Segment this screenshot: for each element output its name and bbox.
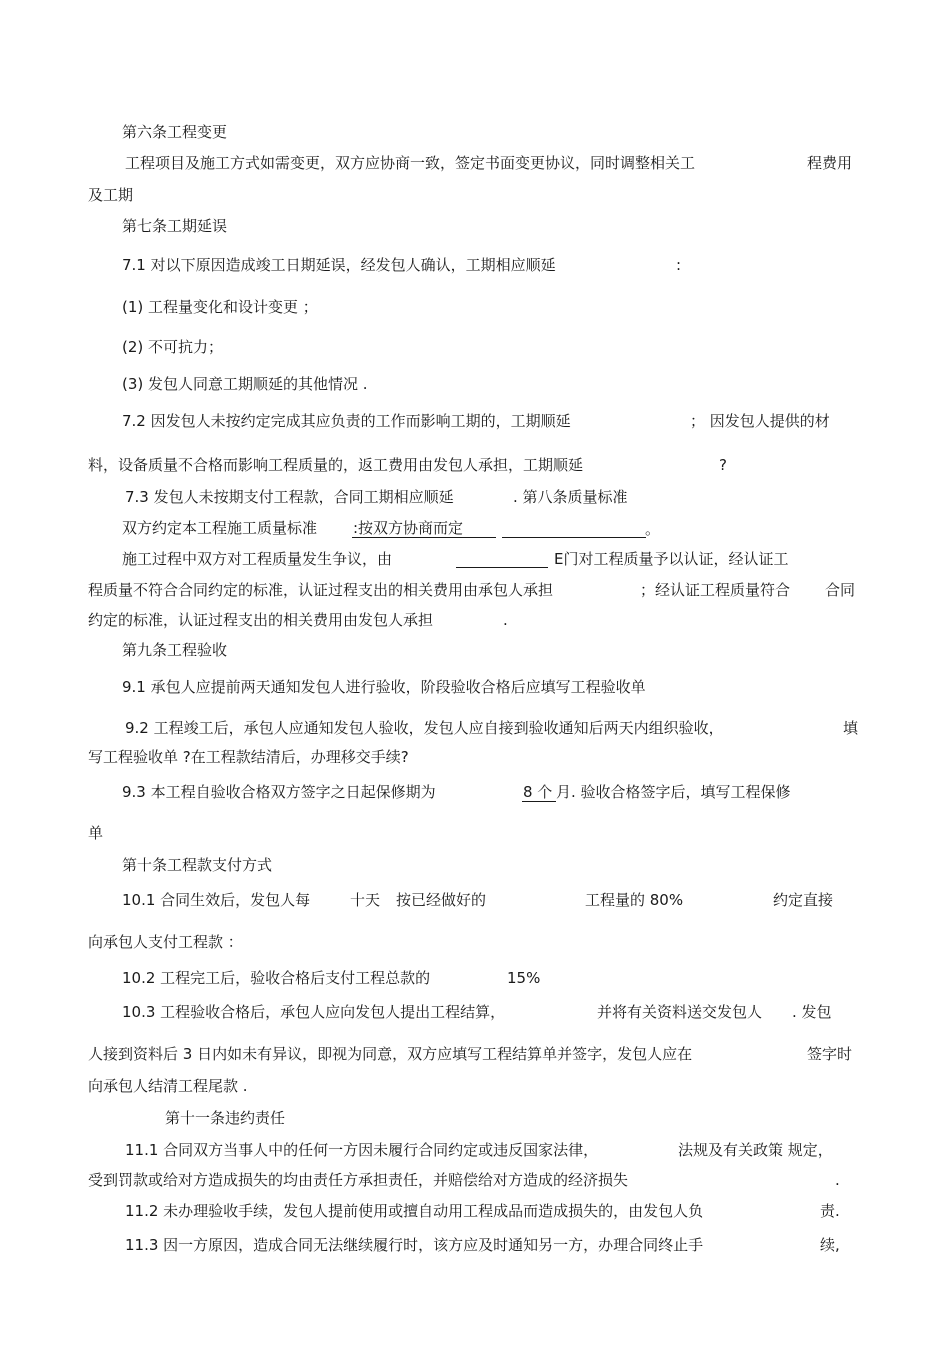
clause-11-2: 责. xyxy=(820,1202,840,1220)
section-6-text: 工程项目及施工方式如需变更，双方应协商一致，签定书面变更协议，同时调整相关工 xyxy=(125,154,696,172)
clause-10-2: 10.2 工程完工后，验收合格后支付工程总款的 xyxy=(122,969,431,987)
clause-10-3: 并将有关资料送交发包人 xyxy=(597,1003,763,1021)
clause-9-3: 9.3 本工程自验收合格双方签字之日起保修期为 xyxy=(122,783,436,801)
list-item: (3) 发包人同意工期顺延的其他情况 . xyxy=(122,375,368,393)
section-10-title: 第十条工程款支付方式 xyxy=(122,856,273,874)
clause-10-1: 约定直接 xyxy=(773,891,834,909)
list-item: (2) 不可抗力； xyxy=(122,338,224,356)
clause-10-3: 向承包人结清工程尾款 . xyxy=(88,1077,248,1095)
section-11-title: 第十一条违约责任 xyxy=(165,1109,286,1127)
clause-7-3: 7.3 发包人未按期支付工程款，合同工期相应顺延 xyxy=(125,488,454,506)
clause-11-1: 受到罚款或给对方造成损失的均由责任方承担责任，并赔偿给对方造成的经济损失 xyxy=(88,1171,629,1189)
quality-standard: 。 xyxy=(645,520,661,538)
clause-7-1: : xyxy=(676,256,682,274)
clause-11-3: 续, xyxy=(820,1236,840,1254)
quality-standard-value: :按双方协商而定 xyxy=(353,519,464,537)
blank-line xyxy=(502,537,646,538)
clause-7-2: 料，设备质量不合格而影响工程质量的，返工费用由发包人承担，工期顺延 xyxy=(88,456,584,474)
clause-7-2: ? xyxy=(719,456,727,474)
clause-10-1: 工程量的 80% xyxy=(585,891,684,909)
quality-dispute: 施工过程中双方对工程质量发生争议，由 xyxy=(122,550,393,568)
clause-9-2: 填 xyxy=(843,719,859,737)
clause-9-3: 月. 验收合格签字后，填写工程保修 xyxy=(556,783,791,801)
quality-dispute: ；经认证工程质量符合 xyxy=(640,581,791,599)
clause-11-2: 11.2 未办理验收手续，发包人提前使用或擅自动用工程成品而造成损失的，由发包人负 xyxy=(125,1202,704,1220)
blank-line xyxy=(456,567,548,568)
quality-dispute: . xyxy=(503,611,508,629)
clause-10-1: 向承包人支付工程款 ： xyxy=(88,933,243,951)
clause-9-2: 写工程验收单 ?在工程款结清后，办理移交手续? xyxy=(88,748,409,766)
clause-10-3: . 发包 xyxy=(792,1003,832,1021)
clause-10-1: 十天 xyxy=(350,891,381,909)
section-7-title: 第七条工期延误 xyxy=(122,217,228,235)
clause-10-3: 人接到资料后 3 日内如未有异议，即视为同意，双方应填写工程结算单并签字，发包人应在 xyxy=(88,1045,693,1063)
quality-dispute: E门对工程质量予以认证，经认证工 xyxy=(554,550,789,568)
section-6-text: 及工期 xyxy=(88,186,134,204)
clause-10-3: 签字时 xyxy=(807,1045,853,1063)
clause-11-1: 法规及有关政策 规定， xyxy=(678,1141,833,1159)
clause-7-2: 7.2 因发包人未按约定完成其应负责的工作而影响工期的，工期顺延 xyxy=(122,412,571,430)
quality-dispute: 程质量不符合合同约定的标准，认证过程支出的相关费用由承包人承担 xyxy=(88,581,554,599)
blank-line xyxy=(352,537,496,538)
clause-9-1: 9.1 承包人应提前两天通知发包人进行验收，阶段验收合格后应填写工程验收单 xyxy=(122,678,646,696)
section-6-text: 程费用 xyxy=(807,154,853,172)
clause-11-3: 11.3 因一方原因，造成合同无法继续履行时，该方应及时通知另一方，办理合同终止手 xyxy=(125,1236,704,1254)
clause-7-1: 7.1 对以下原因造成竣工日期延误，经发包人确认，工期相应顺延 xyxy=(122,256,556,274)
section-9-title: 第九条工程验收 xyxy=(122,641,228,659)
clause-10-3: 10.3 工程验收合格后，承包人应向发包人提出工程结算， xyxy=(122,1003,506,1021)
quality-standard: 双方约定本工程施工质量标准 xyxy=(122,519,318,537)
quality-dispute: 合同 xyxy=(825,581,856,599)
clause-9-3: 单 xyxy=(88,824,104,842)
list-item: (1) 工程量变化和设计变更 ； xyxy=(122,298,318,316)
section-8-title: . 第八条质量标准 xyxy=(513,488,628,506)
blank-line xyxy=(522,801,556,802)
quality-dispute: 约定的标准，认证过程支出的相关费用由发包人承担 xyxy=(88,611,434,629)
clause-10-1: 按已经做好的 xyxy=(396,891,487,909)
clause-10-2: 15% xyxy=(507,969,541,987)
clause-11-1: 11.1 合同双方当事人中的任何一方因未履行合同约定或违反国家法律， xyxy=(125,1141,599,1159)
clause-10-1: 10.1 合同生效后，发包人每 xyxy=(122,891,311,909)
clause-9-2: 9.2 工程竣工后，承包人应通知发包人验收，发包人应自接到验收通知后两天内组织验收， xyxy=(125,719,724,737)
clause-11-1: . xyxy=(835,1171,840,1189)
clause-7-2: ； 因发包人提供的材 xyxy=(690,412,830,430)
section-6-title: 第六条工程变更 xyxy=(122,123,228,141)
warranty-period: 8 个 xyxy=(523,783,553,801)
